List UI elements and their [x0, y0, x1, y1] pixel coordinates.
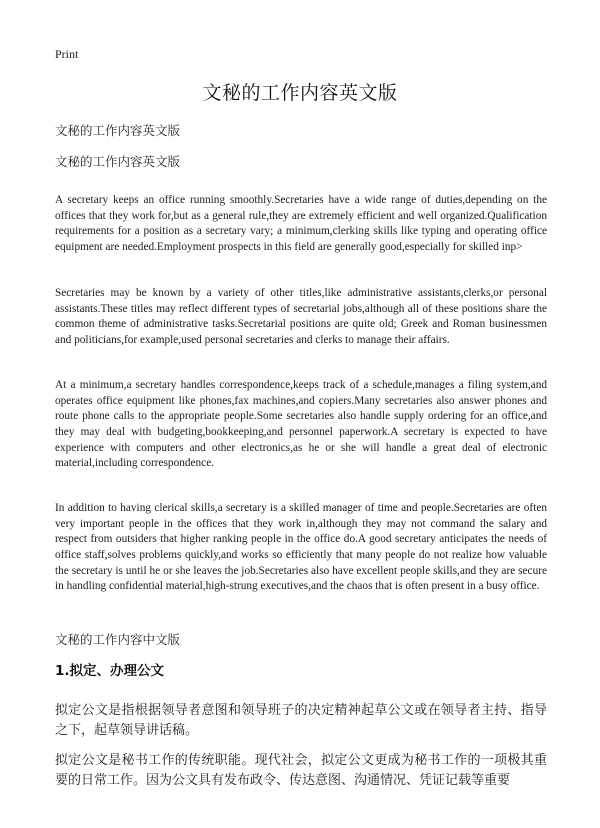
subheading-english-version-2: 文秘的工作内容英文版 — [55, 154, 181, 169]
paragraph-en-1: A secretary keeps an office running smoothly.Secretaries have a wide range of duties,depending on the offices that they work for,but as a general rule,they are extremely efficient and well organized.Qualification requirements for a position as a secretary vary; a minimum,clerking skills like typing and operating office equipment are needed.Employment prospects in this field are generally good,especially for skilled inp> — [55, 194, 547, 254]
section-heading: 1.拟定、办理公文 — [55, 663, 165, 679]
page-title: 文秘的工作内容英文版 — [202, 82, 398, 104]
paragraph-en-3: At a minimum,a secretary handles correspondence,keeps track of a schedule,manages a filing system,and operates office equipment like phones,fax machines,and copiers.Many secretaries also answer phones and route phone calls to the appropriate people.Some secretaries also handle supply ordering for an office,and they may deal with budgeting,bookkeeping,and personnel paperwork.A secretary is expected to have experience with computers and other electronics,as he or she will handle a great deal of electronic material,including correspondence. — [55, 379, 547, 470]
print-link[interactable]: Print — [55, 47, 79, 61]
paragraph-cn-1: 拟定公文是指根据领导者意图和领导班子的决定精神起草公文或在领导者主持、指导之下，起草领导讲话稿。 — [55, 703, 547, 738]
paragraph-en-4: In addition to having clerical skills,a secretary is a skilled manager of time and people.Secretaries are often very important people in the offices that they work in,although they may not command the salary and respect from outsiders that higher ranking people in the office do.A good secretary anticipates the needs of office staff,solves problems quickly,and works so efficiently that many people do not realize how valuable the secretary is until he or she leaves the job.Secretaries also have excellent people skills,and they are secure in handling confidential material,high-strung executives,and the chaos that is often present in a busy office. — [55, 502, 547, 593]
paragraph-cn-2: 拟定公文是秘书工作的传统职能。现代社会，拟定公文更成为秘书工作的一项极其重要的日常工作。因为公文具有发布政令、传达意图、沟通情况、凭证记载等重要 — [55, 753, 547, 788]
paragraph-en-2: Secretaries may be known by a variety of other titles,like administrative assistants,clerks,or personal assistants.These titles may reflect different types of secretarial jobs,although all of these positions share the common theme of administrative tasks.Secretarial positions are quite old; Greek and Roman businessmen and politicians,for example,used personal secretaries and clerks to manage their affairs. — [55, 287, 547, 347]
subheading-english-version-1: 文秘的工作内容英文版 — [55, 123, 181, 138]
subheading-chinese-version: 文秘的工作内容中文版 — [55, 632, 181, 647]
